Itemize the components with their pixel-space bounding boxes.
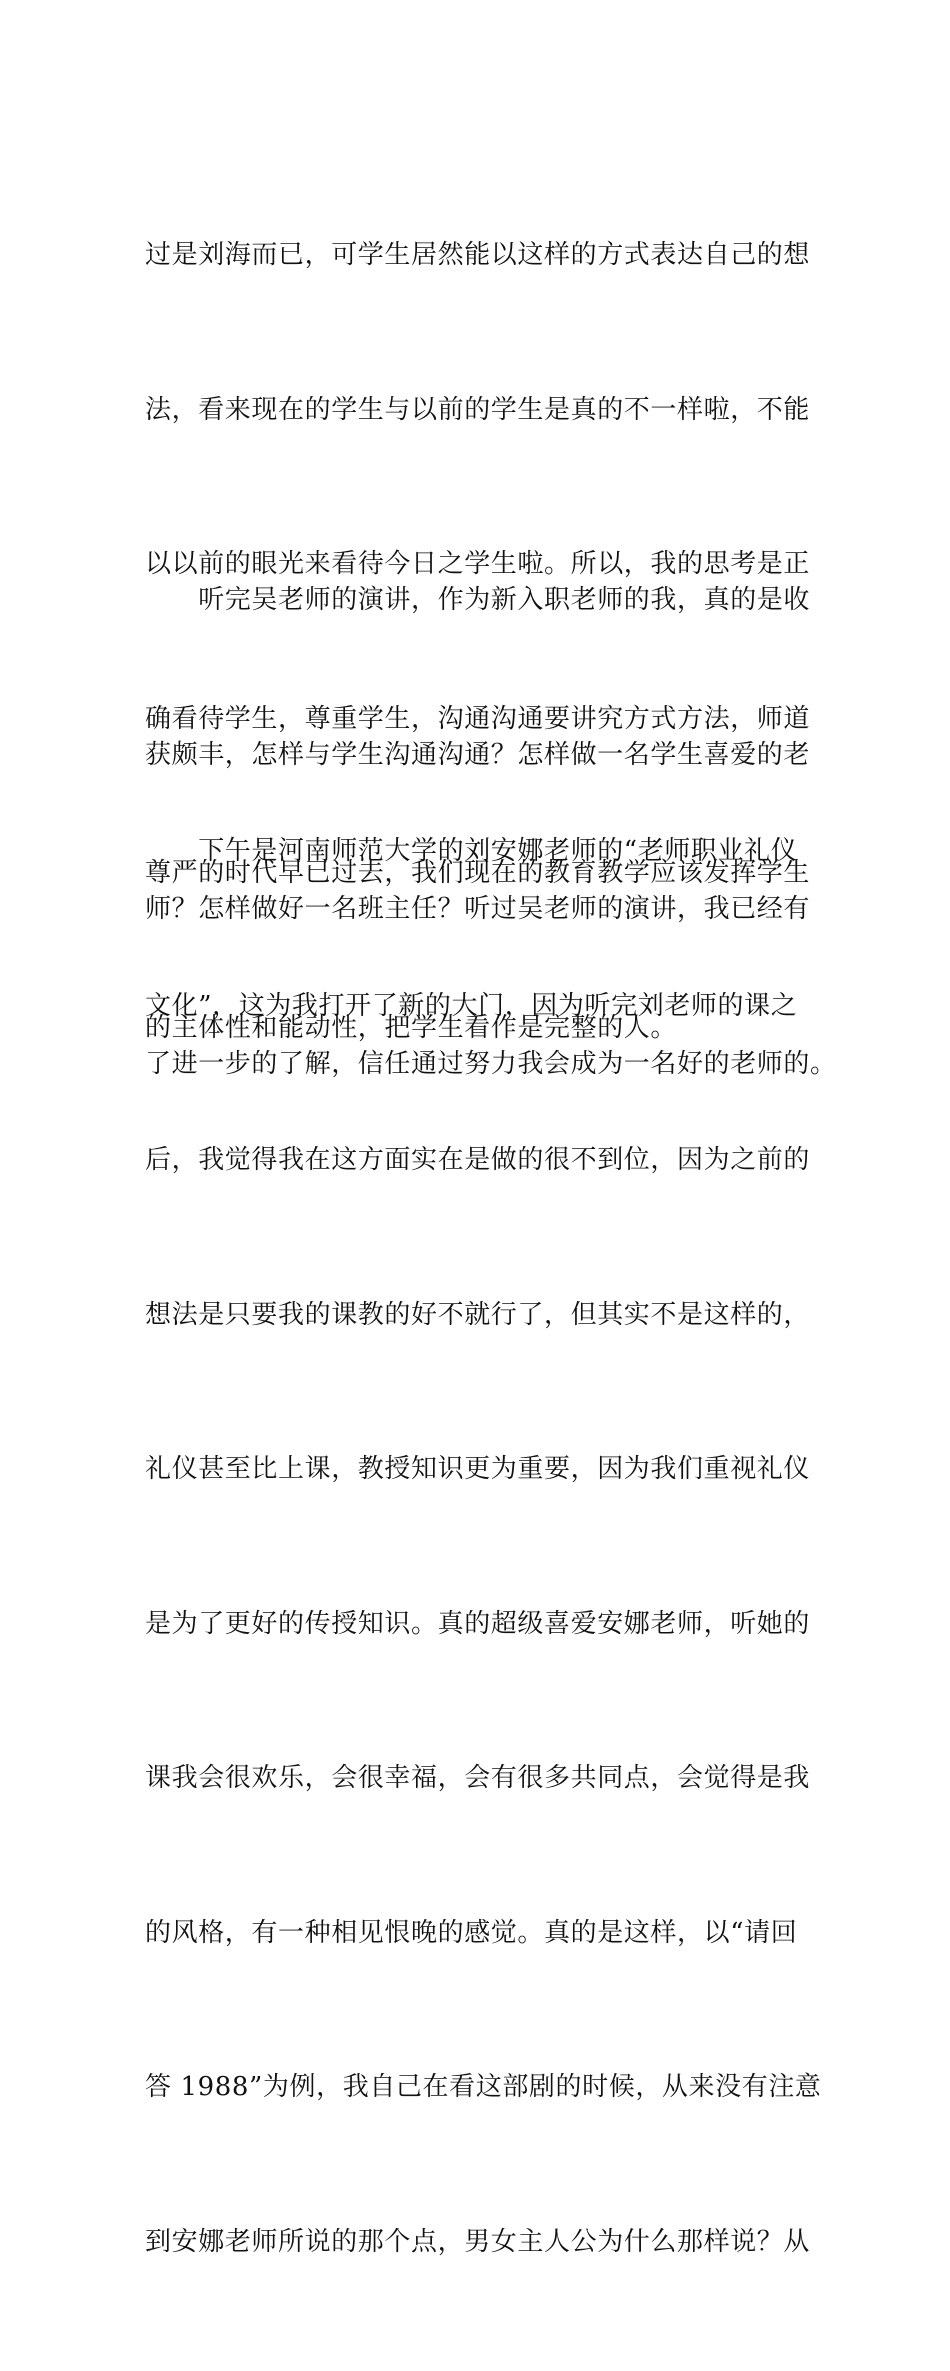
text-line: 法，看来现在的学生与以前的学生是真的不一样啦，不能 (145, 394, 811, 425)
text-line: 了进一步的了解，信任通过努力我会成为一名好的老师的。 (145, 1048, 837, 1079)
text-line: 确看待学生，尊重学生，沟通沟通要讲究方式方法，师道 (145, 703, 811, 734)
text-line: 听完吴老师的演讲，作为新入职老师的我，真的是收 (145, 585, 811, 615)
text-line: 下午是河南师范大学的刘安娜老师的“老师职业礼仪 (145, 836, 798, 866)
text-line: 的风格，有一种相见恨晚的感觉。真的是这样，以“请回 (145, 1917, 798, 1948)
text-line: 答 1988”为例，我自己在看这部剧的时候，从来没有注意 (145, 2072, 822, 2102)
text-line: 获颇丰，怎样与学生沟通沟通？怎样做一名学生喜爱的老 (145, 739, 811, 770)
text-line: 以以前的眼光来看待今日之学生啦。所以，我的思考是正 (145, 549, 811, 579)
text-line: 课我会很欢乐，会很幸福，会有很多共同点，会觉得是我 (145, 1763, 811, 1793)
text-line: 后，我觉得我在这方面实在是做的很不到位，因为之前的 (145, 1145, 811, 1175)
text-line: 师？怎样做好一名班主任？听过吴老师的演讲，我已经有 (145, 894, 811, 924)
text-line: 想法是只要我的课教的好不就行了，但其实不是这样的， (145, 1299, 811, 1330)
text-line: 文化”，这为我打开了新的大门，因为听完刘老师的课之 (145, 990, 798, 1021)
text-line: 是为了更好的传授知识。真的超级喜爱安娜老师，听她的 (145, 1608, 811, 1639)
paragraph-3 (145, 723, 837, 2371)
text-line: 过是刘海而已，可学生居然能以这样的方式表达自己的想 (145, 240, 811, 270)
text-line: 到安娜老师所说的那个点，男女主人公为什么那样说？从 (145, 2226, 811, 2257)
text-line: 礼仪甚至比上课，教授知识更为重要，因为我们重视礼仪 (145, 1454, 811, 1484)
text-line: 尊严的时代早已过去，我们现在的教育教学应该发挥学生 (145, 858, 811, 888)
text-line: 的主体性和能动性，把学生看作是完整的人。 (145, 1012, 678, 1043)
